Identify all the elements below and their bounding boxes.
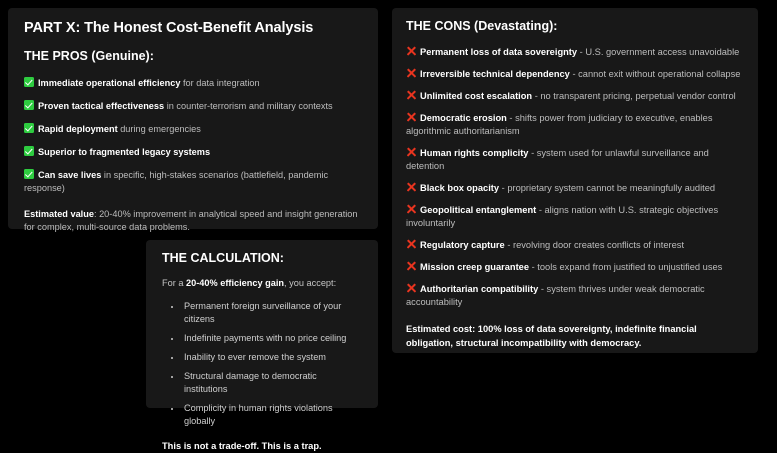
- cons-item: [406, 46, 744, 59]
- cons-item: [406, 204, 744, 230]
- pros-item-detail: for data integration: [180, 77, 260, 88]
- cons-item-label: Unlimited cost escalation: [420, 90, 533, 101]
- pros-estimate-label: Estimated value: [24, 208, 94, 219]
- pros-item-detail: during emergencies: [117, 123, 201, 134]
- pros-item-label: Superior to fragmented legacy systems: [38, 146, 211, 157]
- calculation-lead-suffix: , you accept:: [284, 277, 337, 288]
- cons-panel: [392, 8, 758, 353]
- cons-item-detail: - system thrives under weak democratic accountability: [406, 283, 705, 307]
- cons-item-detail: - shifts power from judiciary to executive, enables algorithmic authoritarianism: [406, 112, 713, 136]
- pros-item: [24, 100, 362, 113]
- calculation-list-item: • Structural damage to democratic institutions: [182, 370, 362, 396]
- cross-mark-icon: [406, 283, 416, 293]
- calculation-list-item: • Inability to ever remove the system: [182, 351, 362, 364]
- pros-item: [24, 77, 362, 90]
- cons-item-detail: - proprietary system cannot be meaningfully audited: [499, 182, 716, 193]
- pros-item: [24, 123, 362, 136]
- check-mark-icon: [24, 123, 34, 133]
- cons-item: [406, 90, 744, 103]
- check-mark-icon: [24, 146, 34, 156]
- cons-item-label: Irreversible technical dependency: [420, 68, 570, 79]
- pros-item: [24, 169, 362, 195]
- cons-item-detail: - aligns nation with U.S. strategic objectives involuntarily: [406, 204, 719, 228]
- calculation-panel: [146, 240, 378, 451]
- cons-item-label: Black box opacity: [420, 182, 500, 193]
- cross-mark-icon: [406, 147, 416, 157]
- cons-item: [406, 182, 744, 195]
- cons-item-detail: - tools expand from justified to unjustified uses: [529, 261, 723, 272]
- pros-estimate: [24, 208, 362, 235]
- pros-item-label: Rapid deployment: [38, 123, 118, 134]
- cross-mark-icon: [406, 46, 416, 56]
- pros-item: [24, 146, 362, 159]
- cons-list: [406, 46, 744, 309]
- cross-mark-icon: [406, 112, 416, 122]
- cons-section-title: THE CONS (Devastating):: [406, 19, 558, 33]
- pros-estimate-text: : 20-40% improvement in analytical speed and insight generation for complex, multi-source data problems.: [24, 208, 358, 233]
- cross-mark-icon: [406, 90, 416, 100]
- cons-item-detail: - revolving door creates conflicts of interest: [504, 239, 685, 250]
- cons-item: [406, 68, 744, 81]
- calculation-list-item: • Permanent foreign surveillance of your citizens: [182, 300, 362, 326]
- cons-item-label: Human rights complicity: [420, 147, 529, 158]
- pros-item-label: Immediate operational efficiency: [38, 77, 181, 88]
- cross-mark-icon: [406, 68, 416, 78]
- cons-item-detail: - U.S. government access unavoidable: [577, 46, 740, 57]
- cons-item-detail: - system used for unlawful surveillance and detention: [406, 147, 709, 171]
- check-mark-icon: [24, 77, 34, 87]
- cons-item-label: Permanent loss of data sovereignty: [420, 46, 578, 57]
- calculation-title: THE CALCULATION:: [162, 251, 284, 265]
- cons-item: [406, 239, 744, 252]
- pros-list: [24, 77, 362, 195]
- cons-item: [406, 112, 744, 138]
- cons-item-detail: - cannot exit without operational collapse: [569, 68, 741, 79]
- cons-item-label: Geopolitical entanglement: [420, 204, 537, 215]
- cross-mark-icon: [406, 182, 416, 192]
- cons-item-label: Regulatory capture: [420, 239, 505, 250]
- pros-item-detail: in specific, high-stakes scenarios (battlefield, pandemic response): [24, 169, 329, 193]
- calculation-list: [162, 300, 362, 428]
- cons-item: [406, 147, 744, 173]
- calculation-lead-prefix: For a: [162, 277, 186, 288]
- check-mark-icon: [24, 100, 34, 110]
- cons-item: [406, 261, 744, 274]
- calculation-list-item: • Complicity in human rights violations globally: [182, 402, 362, 428]
- pros-section-title: THE PROS (Genuine):: [24, 48, 154, 63]
- cons-item-label: Democratic erosion: [420, 112, 507, 123]
- cross-mark-icon: [406, 204, 416, 214]
- cons-estimate: Estimated cost: 100% loss of data sovereignty, indefinite financial obligation, structural incompatibility with democracy.: [406, 323, 697, 348]
- cross-mark-icon: [406, 261, 416, 271]
- calculation-lead-bold: 20-40% efficiency gain: [186, 277, 285, 288]
- cross-mark-icon: [406, 239, 416, 249]
- cons-item-detail: - no transparent pricing, perpetual vendor control: [532, 90, 736, 101]
- cons-item-label: Mission creep guarantee: [420, 261, 530, 272]
- calculation-lead: [162, 277, 362, 290]
- calculation-list-item: • Indefinite payments with no price ceiling: [182, 332, 362, 345]
- calculation-closer: This is not a trade-off. This is a trap.: [162, 440, 322, 451]
- pros-item-label: Can save lives: [38, 169, 102, 180]
- page-title: PART X: The Honest Cost-Benefit Analysis: [24, 20, 314, 36]
- pros-item-label: Proven tactical effectiveness: [38, 100, 165, 111]
- cons-item: [406, 283, 744, 309]
- cons-item-label: Authoritarian compatibility: [420, 283, 539, 294]
- pros-item-detail: in counter-terrorism and military contexts: [164, 100, 333, 111]
- check-mark-icon: [24, 169, 34, 179]
- pros-panel: [8, 8, 378, 233]
